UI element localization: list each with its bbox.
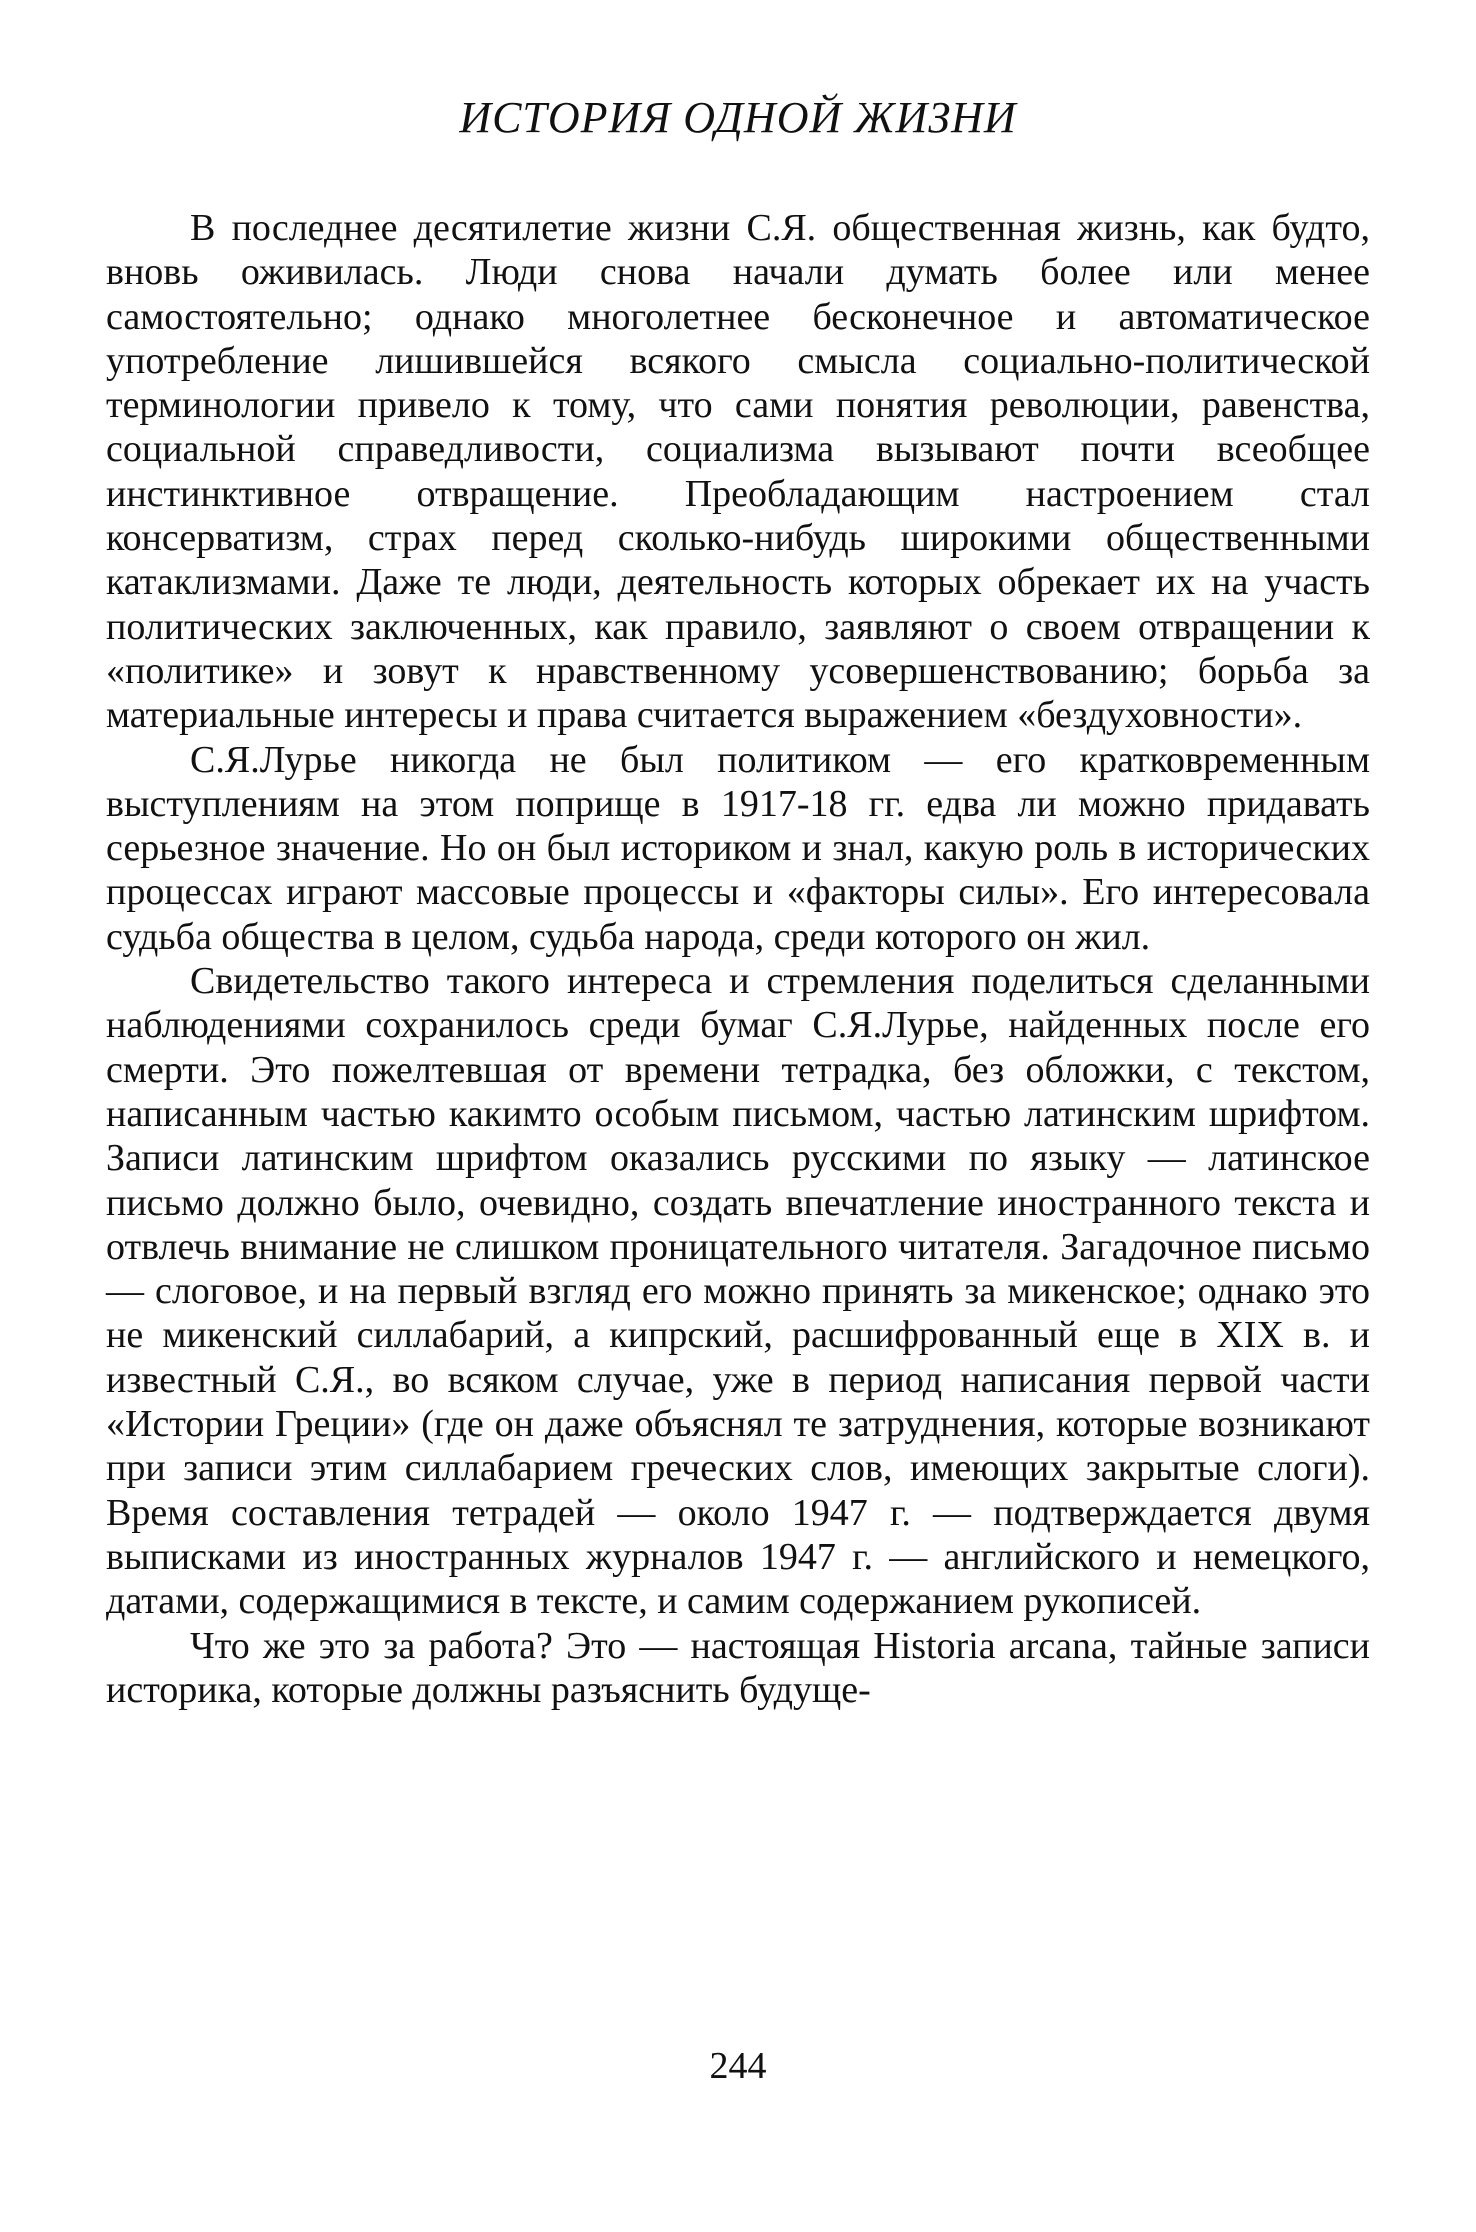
paragraph-3: Свидетельство такого интереса и стремления поделиться сделанными наблюдениями сохранилось среди бумаг С.Я.Лурье, найденных после его смерти. Это пожелтевшая от времени тетрадка, без обложки, с текстом, написанным частью какимто особым письмом, частью латинским шрифтом. Записи латинским шрифтом оказались русскими по языку — латинское письмо должно было, очевидно, создать впечатление иностранного текста и отвлечь внимание не слишком проницательного читателя. Загадочное письмо — слоговое, и на первый взгляд его можно принять за микенское; однако это не микенский силлабарий, а кипрский, расшифрованный еще в XIX в. и известный С.Я., во всяком случае, уже в период написания первой части «Истории Греции» (где он даже объяснял те затруднения, которые возникают при записи этим силлабарием греческих слов, имеющих закрытые слоги). Время составления тетрадей — около 1947 г. — подтверждается двумя выписками из иностранных журналов 1947 г. — английского и немецкого, датами, содержащимися в тексте, и самим содержанием рукописей. [106, 960, 1370, 1623]
running-title: ИСТОРИЯ ОДНОЙ ЖИЗНИ [459, 93, 1017, 142]
paragraph-1: В последнее десятилетие жизни С.Я. общественная жизнь, как будто, вновь оживилась. Люди снова начали думать более или менее самостоятельно; однако многолетнее бесконечное и автоматическое употребление лишившейся всякого смысла социально-политической терминологии привело к тому, что сами понятия революции, равенства, социальной справедливости, социализма вызывают почти всеобщее инстинктивное отвращение. Преобладающим настроением стал консерватизм, страх перед сколько-нибудь широкими общественными катаклизмами. Даже те люди, деятельность которых обрекает их на участь политических заключенных, как правило, заявляют о своем отвращении к «политике» и зовут к нравственному усовершенствованию; борьба за материальные интересы и права считается выражением «бездуховности». [106, 207, 1370, 737]
page-number: 244 [709, 2045, 767, 2087]
body-text [106, 206, 1370, 1712]
paragraph-4: Что же это за работа? Это — настоящая Historia arcana, тайные записи историка, которые должны разъяснить будуще- [106, 1624, 1370, 1711]
paragraph-2: С.Я.Лурье никогда не был политиком — его кратковременным выступлениям на этом поприще в 1917-18 гг. едва ли можно придавать серьезное значение. Но он был историком и знал, какую роль в исторических процессах играют массовые процессы и «факторы силы». Его интересовала судьба общества в целом, судьба народа, среди которого он жил. [106, 738, 1370, 958]
